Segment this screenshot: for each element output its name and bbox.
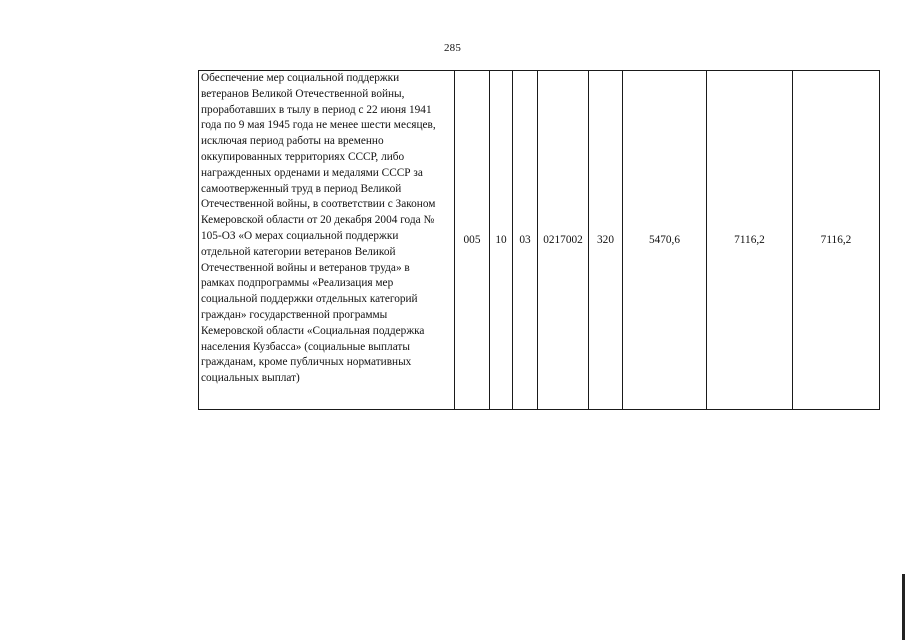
description-line: года по 9 мая 1945 года не менее шести месяцев, xyxy=(201,119,436,132)
description-line: исключая период работы на временно xyxy=(201,135,384,148)
description-line: ветеранов Великой Отечественной войны, xyxy=(201,87,405,100)
amount-cell-3: 7116,2 xyxy=(793,71,880,410)
target-article-cell: 0217002 xyxy=(538,71,589,410)
description-line: Кемеровской области от 20 декабря 2004 года № xyxy=(201,214,435,227)
description-line: гражданам, кроме публичных нормативных xyxy=(201,356,412,369)
budget-table xyxy=(198,70,880,410)
amount-cell-1: 5470,6 xyxy=(623,71,707,410)
description-line: социальной поддержки отдельных категорий xyxy=(201,293,418,306)
ministry-code-cell: 005 xyxy=(455,71,490,410)
description-line: рамках подпрограммы «Реализация мер xyxy=(201,277,394,290)
table-row xyxy=(199,71,880,410)
section-code-cell: 10 xyxy=(490,71,513,410)
description-line: Отечественной войны, в соответствии с Законом xyxy=(201,198,436,211)
description-line: 105-ОЗ «О мерах социальной поддержки xyxy=(201,229,399,242)
description-line: оккупированных территориях СССР, либо xyxy=(201,150,405,163)
description-line: населения Кузбасса» (социальные выплаты xyxy=(201,340,410,353)
description-line: самоотверженный труд в период Великой xyxy=(201,182,402,195)
expense-type-cell: 320 xyxy=(589,71,623,410)
description-line: отдельной категории ветеранов Великой xyxy=(201,245,396,258)
description-line: Отечественной войны и ветеранов труда» в xyxy=(201,261,410,274)
description-line: Обеспечение мер социальной поддержки xyxy=(201,72,400,84)
subsection-code-cell: 03 xyxy=(513,71,538,410)
description-line: социальных выплат) xyxy=(201,372,300,385)
description-line: Кемеровской области «Социальная поддержка xyxy=(201,324,425,337)
page-number: 285 xyxy=(443,42,462,54)
amount-cell-2: 7116,2 xyxy=(707,71,793,410)
description-line: награжденных орденами и медалями СССР за xyxy=(201,166,423,179)
description-line: граждан» государственной программы xyxy=(201,308,388,321)
description-line: проработавших в тылу в период с 22 июня 1941 xyxy=(201,103,432,116)
expense-description-cell xyxy=(199,71,455,410)
